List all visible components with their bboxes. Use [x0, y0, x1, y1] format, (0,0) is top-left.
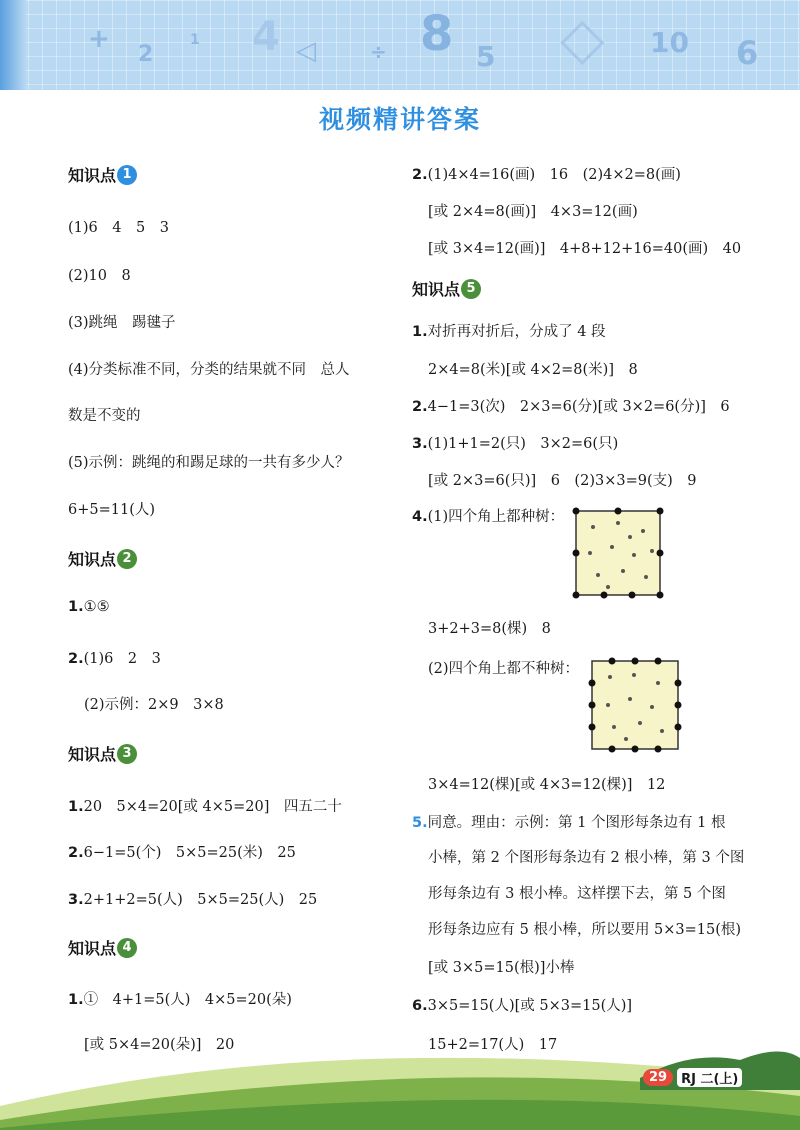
deco-diamond: ◇ — [560, 4, 605, 72]
question-number: 2. — [412, 167, 428, 183]
question-number: 4. — [412, 509, 428, 525]
answer-line: 形每条边有 3 根小棒。这样摆下去，第 5 个图 — [428, 886, 726, 902]
answer-line: [或 3×4=12(画)] 4+8+12+16=40(画) 40 — [428, 241, 742, 257]
deco-two: 2 — [138, 42, 154, 67]
kp-number-badge: 5 — [461, 279, 481, 299]
answer-text: 对折再对折后，分成了 4 段 — [427, 324, 606, 340]
page-title: 视频精讲答案 — [318, 105, 481, 134]
knowledge-point-3-heading — [68, 742, 137, 765]
answer-text: ① 4+1=5(人) 4×5=20(朵) — [83, 992, 292, 1008]
answer-line: [或 3×5=15(根)]小棒 — [428, 960, 575, 976]
answer-line: (2)四个角上都不种树： — [428, 661, 580, 677]
answer-line: [或 2×4=8(画)] 4×3=12(画) — [428, 204, 638, 220]
deco-divide: ÷ — [370, 40, 387, 64]
answer-line: 小棒，第 2 个图形每条边有 2 根小棒，第 3 个图 — [428, 850, 745, 866]
answer-line: 形每条边应有 5 根小棒，所以要用 5×3=15(根) — [428, 922, 742, 938]
question-number: 2. — [68, 651, 84, 667]
question-number: 5. — [412, 815, 428, 831]
question-number: 1. — [68, 799, 84, 815]
answer-line — [412, 320, 606, 341]
answer-line — [68, 841, 296, 862]
answer-line — [412, 432, 618, 453]
header-edge — [0, 0, 26, 90]
page-number: 29 — [643, 1069, 673, 1086]
kp-label: 知识点 — [68, 166, 117, 185]
answer-line — [412, 505, 564, 526]
knowledge-point-5-heading — [412, 277, 481, 300]
answer-line: (1)6 4 5 3 — [68, 220, 169, 236]
kp-number-badge: 2 — [117, 549, 137, 569]
answer-text: (1)四个角上都种树： — [427, 509, 565, 525]
edition-tag: RJ 二(上) — [677, 1068, 742, 1087]
knowledge-point-1-heading — [68, 163, 137, 186]
deco-triangle: ◁ — [296, 36, 316, 66]
answer-text: 6−1=5(个) 5×5=25(米) 25 — [83, 845, 296, 861]
answer-line: (4)分类标准不同，分类的结果就不同 总人 — [68, 362, 350, 378]
question-number: 3. — [412, 436, 428, 452]
answer-text: 同意。理由：示例：第 1 个图形每条边有 1 根 — [427, 815, 726, 831]
question-number: 2. — [412, 399, 428, 415]
kp-number-badge: 3 — [117, 744, 137, 764]
answer-line: 6+5=11(人) — [68, 502, 156, 518]
answer-line: 3+2+3=8(棵) 8 — [428, 621, 551, 637]
header-banner — [0, 0, 800, 90]
answer-text: 20 5×4=20[或 4×5=20] 四五二十 — [83, 799, 342, 815]
answer-text: (1)1+1=2(只) 3×2=6(只) — [427, 436, 619, 452]
answer-line: (2)示例：2×9 3×8 — [84, 697, 224, 713]
question-number: 1. — [412, 324, 428, 340]
kp-label: 知识点 — [68, 550, 117, 569]
answer-line: (2)10 8 — [68, 268, 131, 284]
deco-one: 1 — [190, 32, 200, 48]
kp-number-badge: 4 — [117, 938, 137, 958]
answer-text: ①⑤ — [83, 599, 110, 615]
answer-line: [或 2×3=6(只)] 6 (2)3×3=9(支) 9 — [428, 473, 697, 489]
kp-number-badge: 1 — [117, 165, 137, 185]
answer-line — [412, 163, 681, 184]
answer-line: 3×4=12(棵)[或 4×3=12(棵)] 12 — [428, 777, 666, 793]
question-number: 6. — [412, 998, 428, 1014]
answer-line — [68, 795, 342, 816]
answer-line: 数是不变的 — [68, 408, 141, 424]
deco-plus: + — [88, 24, 110, 54]
answer-text: 4−1=3(次) 2×3=6(分)[或 3×2=6(分)] 6 — [427, 399, 730, 415]
answer-line: [或 5×4=20(朵)] 20 — [84, 1037, 235, 1053]
answer-line — [68, 888, 317, 909]
knowledge-point-2-heading — [68, 547, 137, 570]
page-badge — [643, 1066, 742, 1088]
answer-line — [412, 994, 632, 1015]
kp-label: 知识点 — [412, 280, 461, 299]
deco-five: 5 — [476, 40, 496, 73]
answer-line — [68, 988, 292, 1009]
bottom-hill-decoration — [0, 1050, 800, 1130]
question-number: 3. — [68, 892, 84, 908]
deco-four: 4 — [252, 14, 280, 60]
question-number: 2. — [68, 845, 84, 861]
answer-line — [412, 395, 730, 416]
deco-six: 6 — [736, 34, 759, 72]
answer-text: 2+1+2=5(人) 5×5=25(人) 25 — [83, 892, 318, 908]
question-number: 1. — [68, 992, 84, 1008]
kp-label: 知识点 — [68, 939, 117, 958]
answer-line: (3)跳绳 踢毽子 — [68, 315, 176, 331]
tree-diagram-corners — [568, 505, 668, 605]
kp-label: 知识点 — [68, 745, 117, 764]
answer-text: 3×5=15(人)[或 5×3=15(人)] — [427, 998, 633, 1014]
deco-ten: 10 — [650, 26, 689, 59]
answer-line: 2×4=8(米)[或 4×2=8(米)] 8 — [428, 362, 638, 378]
knowledge-point-4-heading — [68, 936, 137, 959]
answer-line — [68, 599, 110, 615]
deco-eight: 8 — [420, 6, 454, 62]
answer-line: (5)示例：跳绳的和踢足球的一共有多少人？ — [68, 455, 350, 471]
answer-line: 15+2=17(人) 17 — [428, 1037, 558, 1053]
answer-text: (1)4×4=16(画) 16 (2)4×2=8(画) — [427, 167, 681, 183]
question-number: 1. — [68, 599, 84, 615]
answer-line — [412, 811, 726, 832]
answer-text: (1)6 2 3 — [83, 651, 161, 667]
tree-diagram-no-corners — [584, 655, 684, 755]
answer-line — [68, 647, 161, 668]
